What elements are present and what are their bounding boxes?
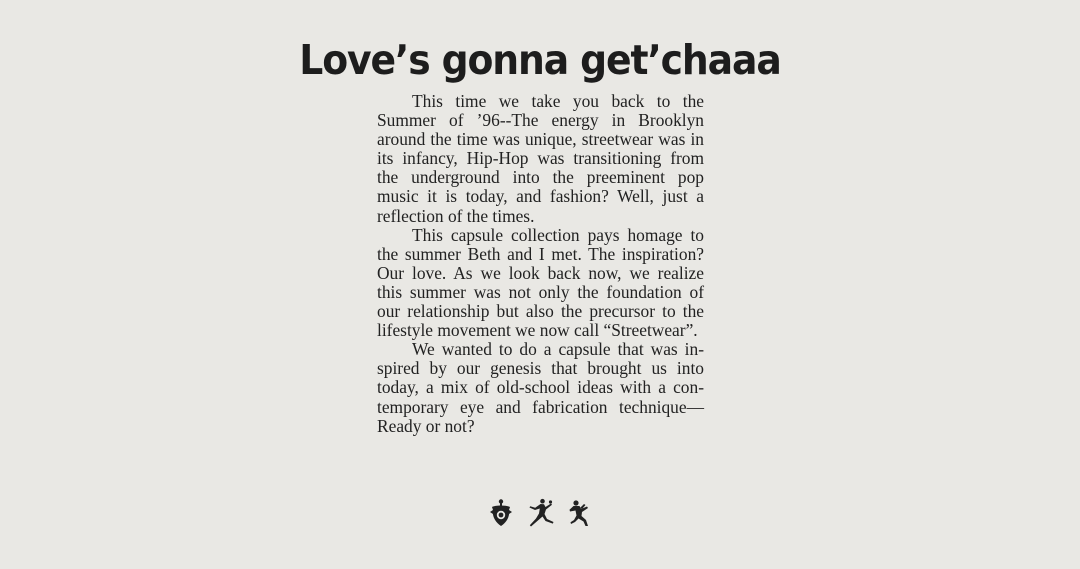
logo-row — [489, 496, 591, 530]
page-title: Love’s gonna get’chaaa — [299, 36, 781, 84]
paragraph-3: We wanted to do a capsule that was inspired by our genesis that brought us into today, a mix of old-school ideas with a contemporary eye and fabrication technique—Ready or not? — [377, 339, 704, 436]
body-copy — [377, 92, 704, 436]
paragraph-1: This time we take you back to the Summer of ’96--The energy in Brooklyn around the time was unique, streetwear was in its infancy, Hip-Hop was transitioning from the underground into the preeminent pop music it is today, and fashion? Well, just a reflection of the times. — [377, 91, 704, 226]
crest-emblem-icon — [489, 498, 513, 528]
jumpman-logo-icon — [525, 498, 555, 528]
dancer-figure-icon — [567, 498, 591, 528]
paragraph-2: This capsule collection pays homage to the summer Beth and I met. The inspiration? Our love. As we look back now, we realize this summer was not only the foundation of our relationship but also the precursor to the lifestyle movement we now call “Streetwear”. — [377, 224, 704, 341]
